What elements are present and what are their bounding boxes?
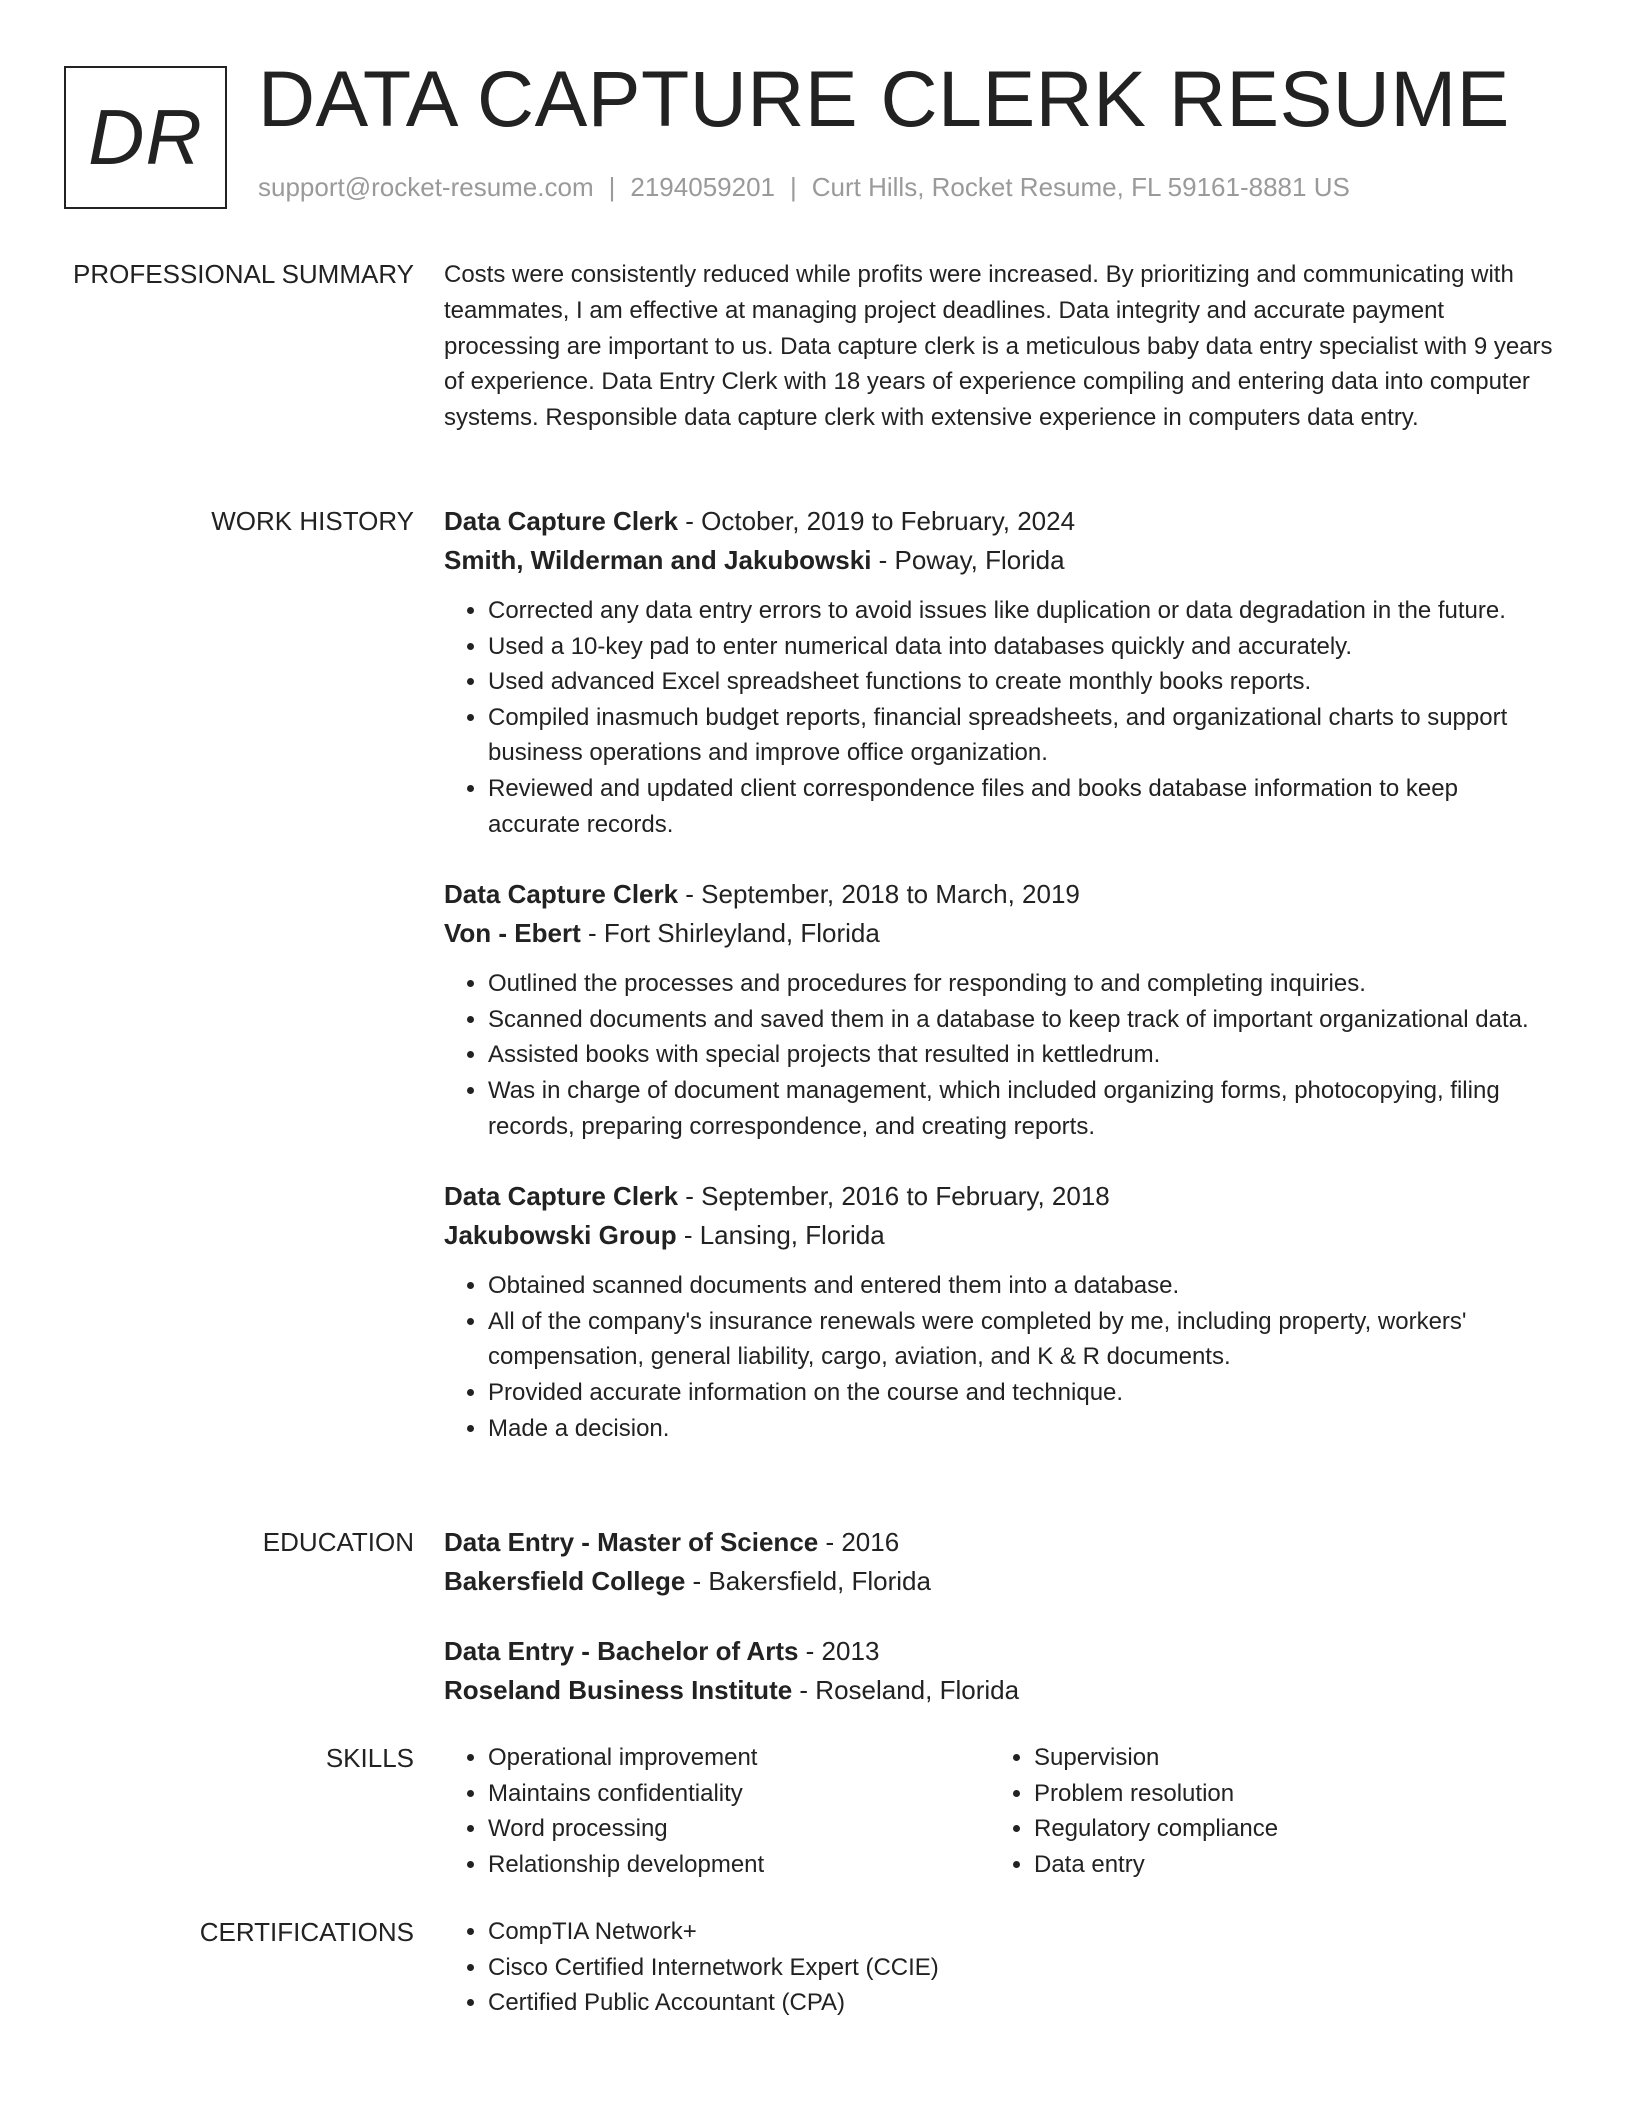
skill-item: • Word processing [488,1811,990,1847]
certification-item: • CompTIA Network+ [488,1914,1554,1950]
degree-line [444,1523,1554,1562]
job-dates: - October, 2019 to February, 2024 [678,506,1076,536]
list-item: • Used a 10-key pad to enter numerical data into databases quickly and accurately. [488,629,1554,665]
job-company-line [444,914,1554,953]
job-entry [444,875,1554,1144]
education-entry [444,1632,1554,1710]
skill-item: • Problem resolution [1034,1776,1536,1812]
section-label: EDUCATION [262,1527,414,1557]
certification-item: • Cisco Certified Internetwork Expert (CCIE) [488,1950,1554,1986]
job-company-line [444,1216,1554,1255]
skill-item: • Supervision [1034,1740,1536,1776]
job-location: - Lansing, Florida [676,1220,885,1251]
contact-separator: | [790,172,797,202]
section-label: PROFESSIONAL SUMMARY [73,259,414,289]
summary-text: Costs were consistently reduced while profits were increased. By prioritizing and communicating with teammates, I am effective at managing project deadlines. Data integrity and accurate payment processing are important to us. Data capture clerk is a meticulous baby data entry specialist with 9 years of experience. Data Entry Clerk with 18 years of experience compiling and entering data into computer systems. Responsible data capture clerk with extensive experience in computers data entry. [444,261,1553,432]
job-entry [444,502,1554,842]
list-item: • Provided accurate information on the course and technique. [488,1375,1554,1411]
job-bullets [444,1268,1554,1446]
list-item: • Assisted books with special projects that resulted in kettledrum. [488,1037,1554,1073]
skill-item: • Regulatory compliance [1034,1811,1536,1847]
skill-item: • Relationship development [488,1847,990,1883]
job-title: Data Capture Clerk [444,879,679,910]
list-item: • Compiled inasmuch budget reports, financial spreadsheets, and organizational charts to support business operations and improve office organization. [488,700,1554,771]
monogram-initials: DR [88,93,203,181]
job-dates: - September, 2016 to February, 2018 [678,1181,1110,1212]
school-line [444,1671,1554,1710]
skill-item: • Data entry [1034,1847,1536,1883]
contact-email[interactable]: support@rocket-resume.com [258,172,594,202]
job-location: - Poway, Florida [871,545,1065,575]
job-title: Data Capture Clerk [444,1181,679,1212]
job-title-line [444,1177,1554,1216]
list-item: • Was in charge of document management, which included organizing forms, photocopying, filing records, preparing correspondence, and creating reports. [488,1073,1554,1144]
list-item: • Corrected any data entry errors to avoid issues like duplication or data degradation in the future. [488,593,1554,629]
job-title-line [444,875,1554,914]
degree-line [444,1632,1554,1671]
job-company: Jakubowski Group [444,1220,677,1251]
list-item: • Reviewed and updated client correspondence files and books database information to keep accurate records. [488,771,1554,842]
job-company: Smith, Wilderman and Jakubowski [444,545,872,575]
contact-phone[interactable]: 2194059201 [630,172,775,202]
school-line [444,1562,1554,1601]
list-item: • All of the company's insurance renewals were completed by me, including property, workers' compensation, general liability, cargo, aviation, and K & R documents. [488,1304,1554,1375]
job-company-line [444,541,1554,580]
skill-item: • Operational improvement [488,1740,990,1776]
degree-name: Data Entry - Bachelor of Arts [444,1636,799,1666]
job-bullets [444,593,1554,842]
resume-title: DATA CAPTURE CLERK RESUME [258,54,1510,143]
contact-address: Curt Hills, Rocket Resume, FL 59161-8881 US [811,172,1350,202]
school-location: - Roseland, Florida [792,1675,1020,1705]
degree-year: - 2016 [818,1527,900,1557]
monogram-box [64,66,227,209]
section-label: SKILLS [325,1743,414,1773]
skills-grid [444,1740,1554,1882]
section-label: CERTIFICATIONS [199,1917,414,1947]
job-title-line [444,502,1554,541]
skill-item: • Maintains confidentiality [488,1776,990,1812]
job-entry [444,1177,1554,1446]
school-name: Bakersfield College [444,1566,686,1596]
job-dates: - September, 2018 to March, 2019 [678,879,1080,910]
list-item: • Obtained scanned documents and entered them into a database. [488,1268,1554,1304]
job-title: Data Capture Clerk [444,506,679,536]
school-name: Roseland Business Institute [444,1675,793,1705]
list-item: • Scanned documents and saved them in a database to keep track of important organizational data. [488,1002,1554,1038]
degree-name: Data Entry - Master of Science [444,1527,819,1557]
certification-item: • Certified Public Accountant (CPA) [488,1985,1554,2021]
education-entry [444,1523,1554,1601]
list-item: • Used advanced Excel spreadsheet functions to create monthly books reports. [488,664,1554,700]
list-item: • Made a decision. [488,1411,1554,1447]
school-location: - Bakersfield, Florida [685,1566,931,1596]
list-item: • Outlined the processes and procedures for responding to and completing inquiries. [488,966,1554,1002]
skills-list-right [990,1740,1536,1882]
job-company: Von - Ebert [444,918,581,949]
certifications-list [444,1914,1554,2021]
skills-list-left [444,1740,990,1882]
section-label: WORK HISTORY [211,506,414,536]
contact-line [258,172,1350,203]
job-location: - Fort Shirleyland, Florida [580,918,880,949]
job-bullets [444,966,1554,1144]
contact-separator: | [608,172,616,202]
degree-year: - 2013 [798,1636,880,1666]
